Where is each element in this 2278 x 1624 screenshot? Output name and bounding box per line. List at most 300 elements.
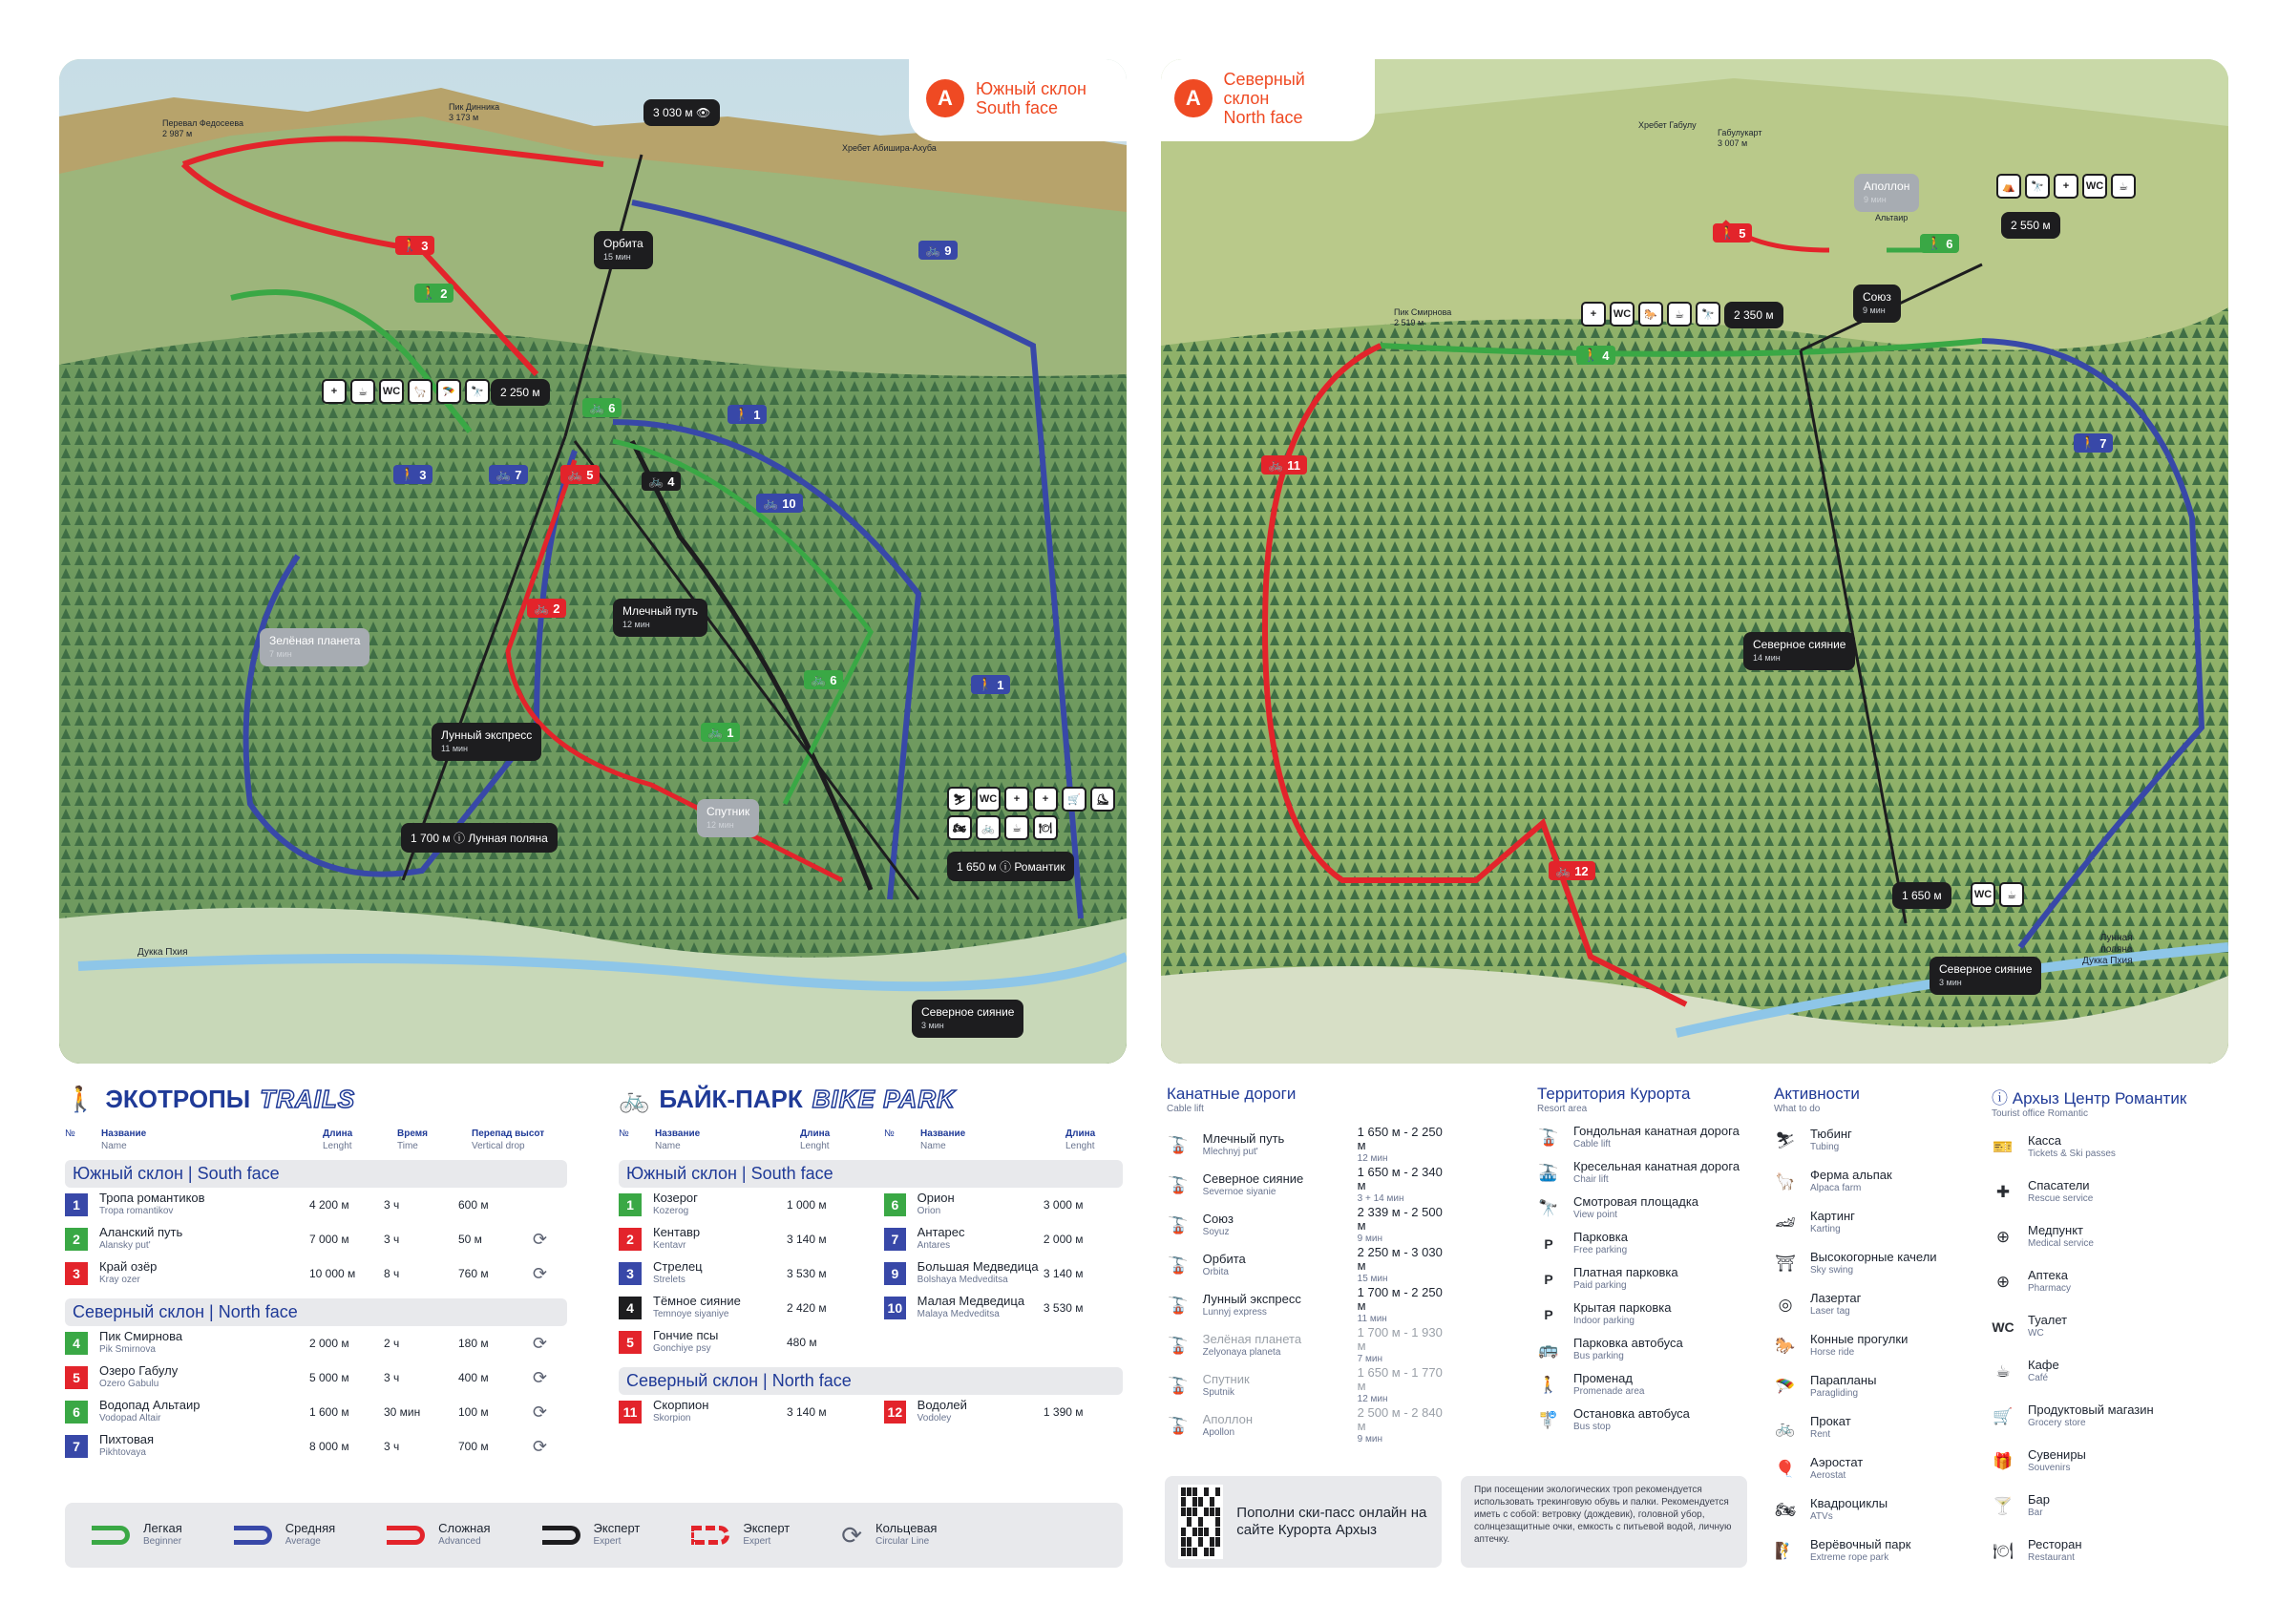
difficulty-item xyxy=(92,1522,182,1549)
bikepark-south-left xyxy=(619,1188,884,1360)
resort-name-en: Cable lift xyxy=(1573,1138,1611,1149)
trail-number: 1 xyxy=(619,1193,642,1216)
trail-name: Аланский путь Alansky put' xyxy=(99,1226,309,1253)
circular-icon: ⟳ xyxy=(533,1263,548,1283)
eco-note: При посещении экологических троп рекомендуется использовать трекинговую обувь и палки. Рекомендуется иметь с собой: ветровку (дождевик), головной убор, солнцезащитные очки, емкость с питьевой водой, личную аптечку. xyxy=(1461,1476,1747,1568)
base-name: Романтик xyxy=(1014,860,1065,874)
trail-name-en: Vodopad Altair xyxy=(99,1413,161,1424)
service-icon: 🎁 xyxy=(1993,1451,2014,1470)
trail-drop: 760 м xyxy=(458,1267,489,1280)
summit-altitude xyxy=(643,99,720,126)
bike-icon: 🚲 xyxy=(811,672,827,686)
lift-time: 12 мин xyxy=(622,620,650,629)
hiker-icon: 🚶 xyxy=(1719,225,1736,240)
lift-label-mlechny-put[interactable] xyxy=(613,599,707,637)
cable-time: 12 мин xyxy=(1357,1394,1388,1404)
activity-icon: ◎ xyxy=(1778,1295,1793,1314)
circular-icon: ⟳ xyxy=(533,1333,548,1353)
trail-row[interactable] xyxy=(65,1326,567,1360)
peak-name: Габулукарт xyxy=(1718,128,1762,137)
paragliding-icon: 🪂 xyxy=(436,379,461,404)
bikepark-legend xyxy=(619,1085,1123,1429)
base-station-icons xyxy=(947,787,1119,840)
service-name-en: Tickets & Ski passes xyxy=(2028,1148,2116,1159)
activity-name: Аэростат Aerostat xyxy=(1810,1454,1864,1481)
badge-number: 7 xyxy=(2099,435,2107,451)
badge-number: 4 xyxy=(667,474,675,489)
trail-number: 10 xyxy=(884,1297,906,1319)
trail-badge[interactable] xyxy=(582,398,622,417)
service-icon: 🎫 xyxy=(1993,1137,2014,1156)
cable-row xyxy=(1167,1366,1453,1406)
cable-name: Аполлон Apollon xyxy=(1203,1413,1344,1440)
hiker-icon: 🚶 xyxy=(421,285,437,300)
header-time xyxy=(397,1128,472,1152)
cable-subtitle: Cable lift xyxy=(1167,1104,1204,1114)
activity-name: Квадроциклы ATVs xyxy=(1810,1495,1888,1522)
trail-time: 8 ч xyxy=(384,1267,400,1280)
trail-name: Озеро Габулу Ozero Gabulu xyxy=(99,1364,309,1391)
bike-north-cell xyxy=(619,1395,884,1429)
service-name-en: Medical service xyxy=(2028,1237,2094,1249)
cable-time: 3 + 14 мин xyxy=(1357,1193,1404,1204)
hiker-icon: 🚶 xyxy=(2080,435,2097,450)
resort-name-en: View point xyxy=(1573,1209,1617,1220)
badge-number: 6 xyxy=(608,400,616,415)
resort-name-en: Free parking xyxy=(1573,1244,1628,1255)
trail-length: 8 000 м xyxy=(309,1440,349,1453)
service-name: Касса Tickets & Ski passes xyxy=(2028,1132,2116,1159)
lift-label-severnoe-siyanie[interactable] xyxy=(912,1000,1023,1038)
header-en: Name xyxy=(101,1141,127,1151)
info-icon: ⓘ xyxy=(453,832,465,845)
romantic-title-text: Архыз Центр Романтик xyxy=(2012,1089,2187,1107)
activity-icon: 🚲 xyxy=(1775,1418,1796,1437)
bikepark-south-lists xyxy=(619,1188,1123,1360)
south-face-map[interactable] xyxy=(59,59,1127,1064)
hiker-icon: 🚶 xyxy=(734,407,750,421)
header-name xyxy=(655,1128,800,1152)
trail-badge[interactable] xyxy=(756,494,803,513)
trail-badge[interactable] xyxy=(804,670,843,689)
trail-row[interactable] xyxy=(884,1291,1123,1325)
activity-name-en: Extreme rope park xyxy=(1810,1551,1889,1563)
skipass-text: Пополни ски-пасс онлайн на сайте Курорта Архыз xyxy=(1236,1505,1427,1538)
pharmacy-icon: + xyxy=(1033,787,1058,812)
trail-name: Скорпион Skorpion xyxy=(653,1399,787,1425)
resort-name: Гондольная канатная дорога Cable lift xyxy=(1573,1123,1740,1149)
service-name-en: Grocery store xyxy=(2028,1417,2086,1428)
cable-lift-icon: 🚡 xyxy=(1168,1136,1189,1154)
south-face-tab xyxy=(909,59,1127,141)
bikepark-north-list xyxy=(619,1395,1123,1429)
badge-number: 4 xyxy=(1602,348,1610,363)
service-icon: ✚ xyxy=(1995,1182,2011,1201)
lift-label-severnoe-siyanie[interactable] xyxy=(1743,632,1855,670)
resort-name: Смотровая площадка View point xyxy=(1573,1193,1699,1220)
cable-time: 15 мин xyxy=(1357,1274,1388,1284)
service-name-en: Restaurant xyxy=(2028,1551,2075,1563)
trail-time: 3 ч xyxy=(384,1233,400,1246)
activity-icon: 🦙 xyxy=(1775,1171,1796,1191)
trail-name: Антарес Antares xyxy=(918,1226,1044,1253)
trail-drop: 700 м xyxy=(458,1440,489,1453)
activity-icon: ⛩ xyxy=(1775,1254,1796,1273)
cafe-icon: ☕ xyxy=(350,379,375,404)
cable-row xyxy=(1167,1166,1453,1206)
difficulty-label: Эксперт Expert xyxy=(743,1521,791,1547)
activity-row xyxy=(1774,1366,1984,1407)
romantic-title xyxy=(1992,1085,2230,1108)
trail-row[interactable] xyxy=(619,1291,884,1325)
header-ru: Название xyxy=(101,1128,147,1139)
arkhyz-logo-icon: A xyxy=(1174,79,1213,117)
lift-name: Млечный путь xyxy=(622,604,699,618)
cafe-icon: ☕ xyxy=(1004,815,1029,840)
bike-icon: 🚲 xyxy=(763,496,779,510)
cable-lift-icon: 🚡 xyxy=(1168,1377,1189,1395)
difficulty-swatch xyxy=(542,1526,580,1545)
trails-column-headers xyxy=(65,1128,567,1152)
badge-number: 1 xyxy=(753,407,761,422)
trail-row[interactable] xyxy=(65,1222,567,1256)
resort-icon: 🚶 xyxy=(1538,1375,1559,1394)
trail-drop: 400 м xyxy=(458,1371,489,1384)
cable-lift-icon: 🚡 xyxy=(1168,1176,1189,1194)
cable-name-en: Mlechnyj put' xyxy=(1202,1147,1258,1157)
resort-row xyxy=(1537,1367,1766,1403)
trail-badge[interactable] xyxy=(728,405,767,424)
header-ru: Длина xyxy=(800,1128,831,1139)
trail-number: 7 xyxy=(65,1435,88,1458)
romantic-list xyxy=(1992,1125,2230,1573)
lift-label-orbita[interactable] xyxy=(594,231,653,269)
cable-time: 7 мин xyxy=(1357,1354,1382,1364)
trail-badge[interactable] xyxy=(393,465,432,484)
difficulty-legend xyxy=(65,1503,1123,1568)
trail-row[interactable] xyxy=(65,1395,567,1429)
cable-name: Северное сияние Severnoe siyanie xyxy=(1203,1172,1344,1199)
activity-name: Конные прогулки Horse ride xyxy=(1810,1331,1909,1358)
peak-label xyxy=(162,118,243,139)
base-lunnaya-polyana[interactable] xyxy=(401,823,558,853)
peak-height: 2 519 м xyxy=(1394,318,1424,327)
service-icon: WC xyxy=(1992,1318,2014,1335)
badge-number: 1 xyxy=(997,677,1004,692)
header-en: Time xyxy=(397,1141,418,1151)
activity-row xyxy=(1774,1407,1984,1448)
header-ru: Перепад высот xyxy=(472,1128,545,1139)
bikepark-north-subhead: Северный склон | North face xyxy=(619,1367,1123,1395)
activity-row xyxy=(1774,1325,1984,1366)
trail-number: 4 xyxy=(65,1332,88,1355)
difficulty-item xyxy=(387,1522,490,1549)
bikepark-south-subhead: Южный склон | South face xyxy=(619,1160,1123,1188)
peak-name: Пик Динника xyxy=(449,102,500,112)
title-ru: БАЙК-ПАРК xyxy=(659,1085,803,1113)
trail-name-en: Malaya Medveditsa xyxy=(917,1309,1000,1319)
resort-row xyxy=(1537,1191,1766,1226)
trail-name-en: Orion xyxy=(917,1206,941,1216)
trail-badge[interactable] xyxy=(971,675,1010,694)
cable-name: Зелёная планета Zelyonaya planeta xyxy=(1203,1333,1344,1360)
trail-badge[interactable] xyxy=(1576,346,1615,365)
service-icon: ☕ xyxy=(1995,1361,2011,1381)
trail-number: 3 xyxy=(65,1262,88,1285)
trail-badge[interactable] xyxy=(395,236,434,255)
service-name-en: Rescue service xyxy=(2028,1192,2094,1204)
circular-icon: ⟳ xyxy=(841,1520,863,1550)
trails-legend xyxy=(65,1085,567,1464)
resort-name: Остановка автобуса Bus stop xyxy=(1573,1405,1690,1432)
cable-name-en: Soyuz xyxy=(1202,1227,1230,1237)
trail-name: Водопад Альтаир Vodopad Altair xyxy=(99,1399,309,1425)
badge-number: 7 xyxy=(515,467,522,482)
direction-label: Лунная поляна Дукка Пхия xyxy=(2082,933,2133,966)
activity-name-en: Paragliding xyxy=(1810,1387,1859,1399)
service-icon: 🍽 xyxy=(1993,1541,2014,1560)
trail-row[interactable] xyxy=(65,1188,567,1222)
trail-number: 12 xyxy=(884,1401,906,1424)
trail-number: 5 xyxy=(65,1366,88,1389)
trail-row[interactable] xyxy=(65,1256,567,1291)
trail-name: Кентавр Kentavr xyxy=(653,1226,787,1253)
lift-label-apollon[interactable] xyxy=(1854,174,1919,212)
lift-name: Аполлон xyxy=(1864,179,1910,193)
trail-row[interactable] xyxy=(619,1222,884,1256)
service-name-en: Pharmacy xyxy=(2028,1282,2072,1294)
binoculars-icon: 👁 xyxy=(695,106,711,119)
trail-badge[interactable] xyxy=(701,723,740,742)
header-en: Name xyxy=(655,1141,681,1151)
lift-label-lunny-express[interactable] xyxy=(432,723,541,761)
trail-length: 1 390 м xyxy=(1043,1405,1084,1419)
resort-name-en: Bus parking xyxy=(1573,1350,1624,1361)
trail-badge[interactable] xyxy=(2074,433,2113,453)
header-en: Name xyxy=(920,1141,946,1151)
service-name: Продуктовый магазин Grocery store xyxy=(2028,1402,2154,1428)
trail-name-en: Gonchiye psy xyxy=(653,1343,711,1354)
service-name-en: WC xyxy=(2028,1327,2044,1339)
horse-icon: 🐎 xyxy=(1638,302,1663,327)
peak-name: Перевал Федосеева xyxy=(162,118,244,128)
badge-number: 1 xyxy=(727,725,734,740)
badge-number: 10 xyxy=(782,496,796,511)
trail-time: 30 мин xyxy=(384,1405,421,1419)
cable-name-en: Lunnyj express xyxy=(1202,1307,1267,1318)
activity-name-en: Horse ride xyxy=(1810,1346,1855,1358)
trail-length: 3 140 м xyxy=(787,1233,827,1246)
trail-length: 3 140 м xyxy=(1043,1267,1084,1280)
trail-row[interactable] xyxy=(65,1360,567,1395)
peak-label xyxy=(1718,128,1761,149)
header-length xyxy=(800,1128,884,1152)
activity-name-en: Rent xyxy=(1810,1428,1831,1440)
trail-name: Большая Медведица Bolshaya Medveditsa xyxy=(918,1260,1044,1287)
trail-row[interactable] xyxy=(619,1256,884,1291)
cable-name-en: Sputnik xyxy=(1202,1387,1235,1398)
trails-south-list xyxy=(65,1188,567,1291)
trail-name: Гончие псы Gonchiye psy xyxy=(653,1329,787,1356)
header-name xyxy=(920,1128,1065,1152)
peak-height: 3 173 м xyxy=(449,113,479,122)
trail-badge[interactable] xyxy=(642,472,681,491)
trail-badge[interactable] xyxy=(1920,234,1959,253)
activity-row xyxy=(1774,1530,1984,1571)
hiker-icon: 🚶 xyxy=(1583,348,1599,362)
trail-row[interactable] xyxy=(884,1222,1123,1256)
trail-drop: 180 м xyxy=(458,1337,489,1350)
cable-row xyxy=(1167,1126,1453,1166)
activity-name-en: Alpaca farm xyxy=(1810,1182,1862,1193)
north-face-map[interactable] xyxy=(1161,59,2228,1064)
trail-name: Стрелец Strelets xyxy=(653,1260,787,1287)
trail-row[interactable] xyxy=(619,1188,884,1222)
resort-name: Променад Promenade area xyxy=(1573,1370,1645,1397)
service-name-en: Café xyxy=(2028,1372,2049,1383)
trail-badge[interactable] xyxy=(1261,455,1307,475)
lift-label-zelyonaya-planeta[interactable] xyxy=(260,628,369,666)
trail-number: 4 xyxy=(619,1297,642,1319)
trail-time: 2 ч xyxy=(384,1337,400,1350)
trail-name: Тёмное сияние Temnoye siyaniye xyxy=(653,1295,787,1321)
difficulty-label-en: Expert xyxy=(593,1536,622,1547)
trail-name-en: Kray ozer xyxy=(99,1275,140,1285)
header-no: № xyxy=(65,1128,75,1139)
resort-name-en: Promenade area xyxy=(1573,1385,1645,1397)
service-name-en: Souvenirs xyxy=(2028,1462,2071,1473)
header-drop xyxy=(472,1128,544,1152)
trail-name: Малая Медведица Malaya Medveditsa xyxy=(918,1295,1044,1321)
difficulty-label: Легкая Beginner xyxy=(143,1521,182,1547)
cable-name: Спутник Sputnik xyxy=(1203,1373,1344,1400)
lift-time: 7 мин xyxy=(269,649,292,659)
lift-label-severnoe-siyanie-base[interactable] xyxy=(1930,957,2041,995)
trail-length: 2 000 м xyxy=(1043,1233,1084,1246)
lift-label-sputnik[interactable] xyxy=(697,799,759,837)
base-romantik[interactable] xyxy=(947,852,1074,881)
cable-lift-icon: 🚡 xyxy=(1168,1256,1189,1275)
arkhyz-logo-icon: A xyxy=(926,79,964,117)
trail-badge[interactable] xyxy=(560,465,600,484)
trail-number: 11 xyxy=(619,1401,642,1424)
lift-name: Северное сияние xyxy=(921,1005,1015,1019)
trail-row[interactable] xyxy=(884,1188,1123,1222)
trail-badge[interactable] xyxy=(1713,223,1752,243)
trail-length: 5 000 м xyxy=(309,1371,349,1384)
difficulty-label-en: Average xyxy=(285,1536,321,1547)
peak-label xyxy=(1394,307,1451,328)
trail-name-en: Alansky put' xyxy=(99,1240,151,1251)
trail-name-en: Bolshaya Medveditsa xyxy=(917,1275,1008,1285)
trail-badge[interactable] xyxy=(918,241,958,260)
header-ru: Длина xyxy=(1065,1128,1096,1139)
trail-name-en: Pikhtovaya xyxy=(99,1447,146,1458)
trail-row[interactable] xyxy=(884,1395,1123,1429)
ridge-label: Хребет Габулу xyxy=(1638,120,1697,130)
trail-row[interactable] xyxy=(619,1325,884,1360)
title-ru: ЭКОТРОПЫ xyxy=(105,1085,251,1113)
activity-icon: 🏍 xyxy=(1775,1500,1796,1519)
resort-icon: 🚏 xyxy=(1538,1410,1559,1429)
rescue-icon: + xyxy=(1581,302,1606,327)
trail-time: 3 ч xyxy=(384,1440,400,1453)
trail-badge[interactable] xyxy=(1549,861,1595,880)
tab-title-en: North face xyxy=(1223,108,1303,127)
circular-icon: ⟳ xyxy=(533,1436,548,1456)
activity-row xyxy=(1774,1489,1984,1530)
altitude-value: 1 650 м xyxy=(957,860,997,874)
peak-height: 3 007 м xyxy=(1718,138,1748,148)
trail-length: 1 600 м xyxy=(309,1405,349,1419)
lift-name: Союз xyxy=(1863,290,1891,304)
trail-name: Тропа романтиков Tropa romantikov xyxy=(99,1192,309,1218)
difficulty-item xyxy=(691,1522,790,1549)
cable-range: 1 700 м - 2 250 м 11 мин xyxy=(1358,1286,1453,1326)
service-row xyxy=(1992,1394,2230,1439)
tab-title-ru: Южный склон xyxy=(976,79,1086,98)
resort-icon: P xyxy=(1544,1235,1553,1252)
trail-row[interactable] xyxy=(884,1256,1123,1291)
activity-row xyxy=(1774,1202,1984,1243)
trail-length: 2 000 м xyxy=(309,1337,349,1350)
trail-row[interactable] xyxy=(65,1429,567,1464)
activity-row xyxy=(1774,1284,1984,1325)
activity-row xyxy=(1774,1120,1984,1161)
skipass-qr-box[interactable] xyxy=(1165,1476,1442,1568)
header-ru: Название xyxy=(920,1128,966,1139)
trail-length: 2 420 м xyxy=(787,1301,827,1315)
service-icon: ⊕ xyxy=(1995,1272,2011,1291)
lift-time: 9 мин xyxy=(1863,306,1886,315)
trail-name-en: Tropa romantikov xyxy=(99,1206,174,1216)
bike-north-cell xyxy=(884,1395,1123,1429)
trail-row[interactable] xyxy=(619,1395,884,1429)
trail-badge[interactable] xyxy=(489,465,528,484)
trail-name-en: Vodoley xyxy=(917,1413,952,1424)
resort-name: Парковка автобуса Bus parking xyxy=(1573,1335,1683,1361)
service-name-en: Bar xyxy=(2028,1507,2043,1518)
trail-badge[interactable] xyxy=(414,284,453,303)
activity-name-en: ATVs xyxy=(1810,1510,1833,1522)
cable-lift-icon: 🚡 xyxy=(1168,1417,1189,1435)
header-length xyxy=(1065,1128,1095,1152)
trail-name-en: Antares xyxy=(917,1240,951,1251)
cable-list xyxy=(1167,1126,1453,1446)
lift-label-soyuz[interactable] xyxy=(1853,285,1901,323)
trail-drop: 100 м xyxy=(458,1405,489,1419)
resort-icon: P xyxy=(1544,1306,1553,1322)
wc-icon: WC xyxy=(2082,174,2107,199)
cable-range: 1 650 м - 2 250 м 12 мин xyxy=(1358,1126,1453,1166)
difficulty-item xyxy=(234,1522,335,1549)
difficulty-label-en: Circular Line xyxy=(875,1536,930,1547)
base-name: Лунная поляна xyxy=(468,832,548,845)
trail-badge[interactable] xyxy=(527,599,566,618)
cable-name: Орбита Orbita xyxy=(1203,1253,1344,1279)
resort-legend xyxy=(1537,1085,1766,1438)
badge-number: 5 xyxy=(586,467,594,482)
badge-number: 5 xyxy=(1739,225,1746,241)
trail-name-en: Kozerog xyxy=(653,1206,689,1216)
medical-icon: + xyxy=(1004,787,1029,812)
cable-range: 2 500 м - 2 840 м 9 мин xyxy=(1358,1406,1453,1446)
cable-row xyxy=(1167,1286,1453,1326)
hiker-icon: 🚶 xyxy=(1927,236,1943,250)
badge-number: 6 xyxy=(830,672,837,687)
qr-code[interactable] xyxy=(1178,1485,1223,1559)
mid-station-icons xyxy=(322,379,490,404)
